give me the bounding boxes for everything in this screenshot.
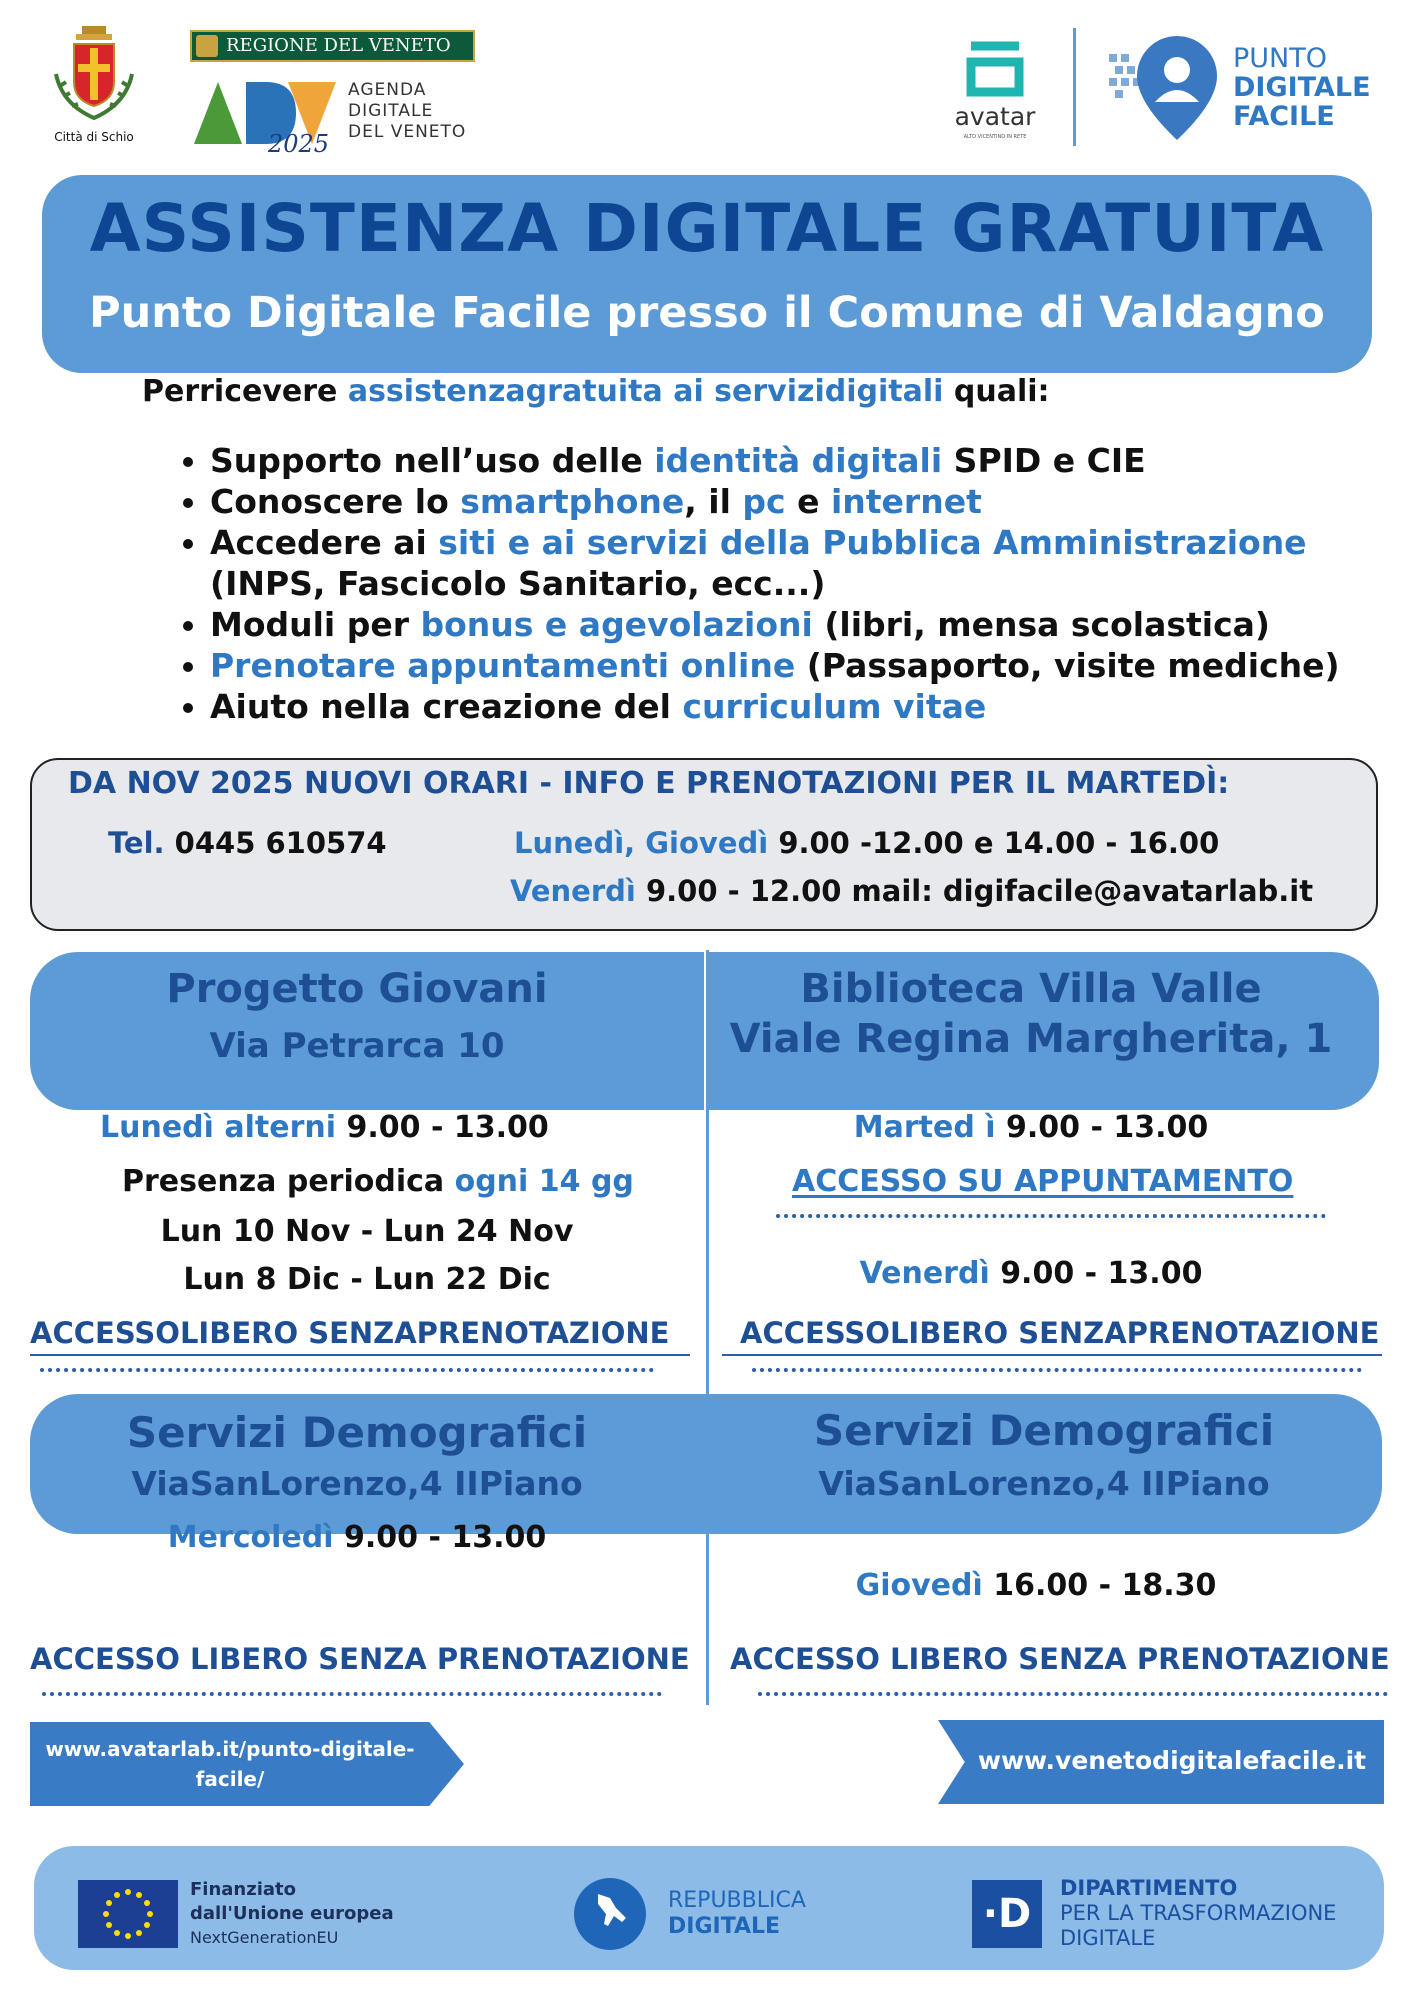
hours-2-days: Venerdì	[510, 874, 636, 908]
avatar-tag: ALTO VICENTINO IN RETE	[963, 134, 1027, 140]
service-item	[210, 604, 1360, 645]
tel-number: 0445 610574	[174, 826, 387, 860]
demografici-right-dots	[758, 1692, 1388, 1696]
service-item-text: Prenotare appuntamenti online	[210, 646, 796, 685]
service-item-text: bonus e agevolazioni	[420, 605, 813, 644]
adv-text-3: DEL VENETO	[348, 122, 467, 142]
biblioteca-schedule-1	[709, 1110, 1353, 1145]
avatarlab-link-text[interactable]	[30, 1734, 430, 1794]
biblioteca-hours-1: 9.00 - 13.00	[995, 1110, 1209, 1145]
demografici-left-access: ACCESSO LIBERO SENZA PRENOTAZIONE	[30, 1642, 690, 1676]
service-item	[210, 645, 1360, 686]
demografici-left-day: Mercoledì	[167, 1520, 334, 1555]
service-item-text: (INPS, Fascicolo Sanitario, ecc...)	[210, 564, 826, 603]
lion-icon	[196, 35, 218, 57]
regione-label: REGIONE DEL VENETO	[226, 35, 451, 56]
biblioteca-schedule-2	[709, 1256, 1353, 1291]
intro-suffix: quali:	[943, 374, 1050, 409]
service-item-text: curriculum vitae	[682, 687, 987, 726]
eu-flag-icon	[78, 1880, 178, 1948]
service-item-text: Aiuto nella creazione del	[210, 687, 683, 726]
eu-funding-text	[190, 1878, 394, 1950]
demografici-right-access: ACCESSO LIBERO SENZA PRENOTAZIONE	[730, 1642, 1390, 1676]
service-item	[210, 686, 1360, 727]
demografici-right-schedule	[709, 1568, 1363, 1603]
repubblica-digitale-text	[668, 1888, 806, 1940]
adv-year: 2025	[268, 130, 330, 158]
info-heading: DA NOV 2025 NUOVI ORARI - INFO E PRENOTAZIONI PER IL MARTEDÌ:	[68, 766, 1230, 801]
service-item-text: (libri, mensa scolastica)	[812, 605, 1271, 644]
demografici-right-name: Servizi Demografici	[813, 1406, 1275, 1455]
demografici-left-dots	[42, 1692, 662, 1696]
biblioteca-appointment: ACCESSO SU APPUNTAMENTO	[792, 1164, 1294, 1199]
info-hours-1	[514, 826, 1219, 860]
adv-text-2: DIGITALE	[348, 101, 434, 121]
progetto-day: Lunedì alterni	[100, 1110, 337, 1145]
dip-line-2: PER LA TRASFORMAZIONE	[1060, 1901, 1337, 1925]
progetto-address: Via Petrarca 10	[209, 1026, 505, 1066]
demografici-left-hours: 9.00 - 13.00	[343, 1520, 547, 1555]
dip-line-1: DIPARTIMENTO	[1060, 1876, 1238, 1900]
rd-line-1: REPUBBLICA	[668, 1888, 806, 1913]
progetto-dots	[40, 1368, 654, 1372]
location-pin-icon	[1105, 30, 1225, 145]
pdf-line-2: DIGITALE	[1233, 72, 1371, 103]
progetto-periodic	[122, 1164, 634, 1199]
schio-caption: Città di Schio	[54, 130, 134, 144]
periodic-highlight: ogni 14 gg	[454, 1164, 634, 1199]
biblioteca-name: Biblioteca Villa Valle	[800, 966, 1262, 1012]
repubblica-digitale-icon	[572, 1876, 648, 1952]
service-item-text: SPID e CIE	[942, 441, 1146, 480]
hours-1-days: Lunedì, Giovedì	[514, 826, 769, 860]
rd-line-2: DIGITALE	[668, 1914, 781, 1939]
demografici-left-schedule	[30, 1520, 684, 1555]
info-hours-2	[510, 874, 1313, 908]
eu-line-2: dall'Unione europea	[190, 1903, 394, 1924]
avatar-icon	[945, 40, 1045, 100]
avatar-logo	[945, 40, 1045, 150]
info-tel	[108, 826, 387, 860]
service-item	[210, 440, 1360, 481]
service-item	[210, 522, 1360, 604]
avatar-name: avatar	[954, 102, 1036, 131]
service-item-text: Conoscere lo	[210, 482, 461, 521]
venetodigitalefacile-link-text[interactable]: www.venetodigitalefacile.it	[977, 1746, 1367, 1775]
pdf-line-1: PUNTO	[1233, 43, 1327, 74]
service-item	[210, 481, 1360, 522]
intro-text	[142, 374, 1050, 409]
service-item-text: , il	[684, 482, 743, 521]
service-item-text: pc	[742, 482, 786, 521]
progetto-dates-1: Lun 10 Nov - Lun 24 Nov	[160, 1214, 574, 1249]
biblioteca-access: ACCESSOLIBERO SENZAPRENOTAZIONE	[740, 1316, 1380, 1350]
service-item-text: identità digitali	[654, 441, 943, 480]
biblioteca-day-2: Venerdì	[859, 1256, 990, 1291]
service-item-text: smartphone	[460, 482, 685, 521]
page-subtitle: Punto Digitale Facile presso il Comune di Valdagno	[89, 288, 1325, 338]
page-title: ASSISTENZA DIGITALE GRATUITA	[89, 190, 1325, 267]
service-item-text: internet	[830, 482, 982, 521]
progetto-schedule	[100, 1110, 549, 1145]
pdf-line-3: FACILE	[1233, 101, 1335, 132]
biblioteca-dots	[752, 1368, 1362, 1372]
biblioteca-underline	[722, 1354, 1382, 1356]
service-item-text: Moduli per	[210, 605, 421, 644]
demografici-left-address: ViaSanLorenzo,4 IIPiano	[131, 1464, 583, 1503]
intro-prefix: Perricevere	[142, 374, 348, 409]
header-divider	[1073, 28, 1076, 146]
demografici-right-day: Giovedì	[855, 1568, 983, 1603]
eu-line-1: Finanziato	[190, 1879, 297, 1900]
hours-1-times: 9.00 -12.00 e 14.00 - 16.00	[778, 826, 1220, 860]
demografici-right-hours: 16.00 - 18.30	[993, 1568, 1217, 1603]
adv-text-1: AGENDA	[348, 80, 427, 100]
service-item-text: (Passaporto, visite mediche)	[795, 646, 1340, 685]
regione-veneto-logo	[190, 30, 475, 158]
services-list	[170, 440, 1360, 727]
biblioteca-day-1: Marted ì	[853, 1110, 996, 1145]
citta-di-schio-crest	[46, 24, 142, 144]
appointment-dots	[776, 1214, 1326, 1218]
dipartimento-text	[1060, 1876, 1336, 1951]
progetto-hours: 9.00 - 13.00	[346, 1110, 549, 1145]
dipartimento-icon: ·D	[972, 1880, 1042, 1948]
tel-label: Tel.	[108, 826, 165, 860]
eu-line-3: NextGenerationEU	[190, 1928, 339, 1947]
progetto-access: ACCESSOLIBERO SENZAPRENOTAZIONE	[30, 1316, 670, 1350]
service-item-text: e	[785, 482, 831, 521]
periodic-prefix: Presenza periodica	[122, 1164, 455, 1199]
biblioteca-address: Viale Regina Margherita, 1	[729, 1016, 1333, 1062]
avatarlab-link-line-2: facile/	[195, 1767, 265, 1791]
service-item-text: siti e ai servizi della Pubblica Amministrazione	[438, 523, 1307, 562]
progetto-name: Progetto Giovani	[166, 966, 548, 1012]
demografici-left-name: Servizi Demografici	[126, 1408, 588, 1457]
service-item-text: Accedere ai	[210, 523, 439, 562]
biblioteca-hours-2: 9.00 - 13.00	[1000, 1256, 1203, 1291]
demografici-right-address: ViaSanLorenzo,4 IIPiano	[818, 1464, 1270, 1503]
punto-digitale-facile-logo	[1105, 30, 1385, 145]
avatarlab-link-line-1: www.avatarlab.it/punto-digitale-	[45, 1737, 415, 1761]
service-item-text: Supporto nell’uso delle	[210, 441, 655, 480]
progetto-dates-2: Lun 8 Dic - Lun 22 Dic	[183, 1262, 551, 1297]
progetto-underline	[30, 1354, 690, 1356]
intro-highlight: assistenzagratuita ai servizidigitali	[347, 374, 944, 409]
hours-2-times: 9.00 - 12.00 mail: digifacile@avatarlab.it	[645, 874, 1314, 908]
dip-line-3: DIGITALE	[1060, 1926, 1156, 1950]
